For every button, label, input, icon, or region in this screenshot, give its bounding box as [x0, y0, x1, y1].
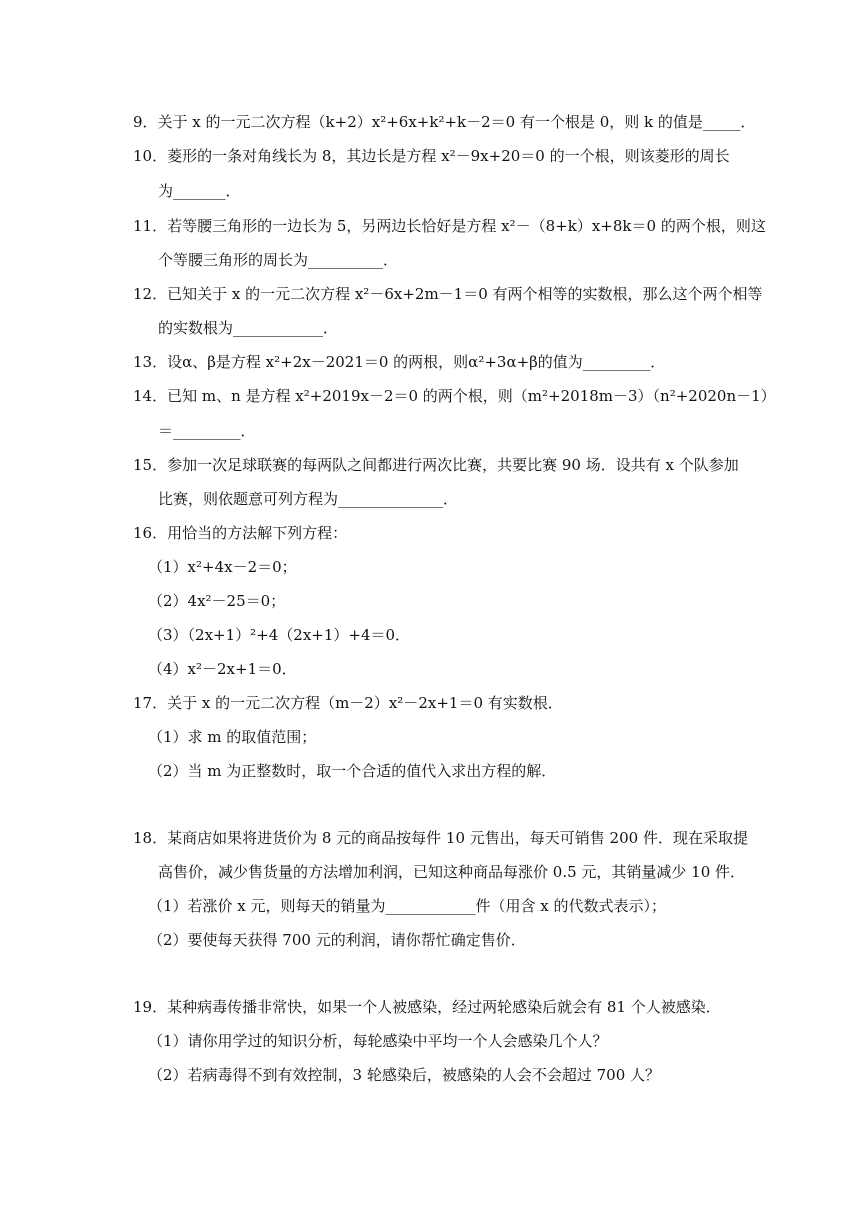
question-11-line-2: 个等腰三角形的周长为__________． — [158, 251, 399, 269]
question-16-part-2: （2）4x²－25＝0； — [148, 592, 286, 610]
question-12-line-1: 12．已知关于 x 的一元二次方程 x²－6x+2m－1＝0 有两个相等的实数根，那么这个两个相等 — [133, 285, 763, 303]
question-19-part-1: （1）请你用学过的知识分析，每轮感染中平均一个人会感染几个人？ — [148, 1032, 608, 1050]
question-14-line-2: ＝_________． — [158, 422, 256, 440]
question-18-line-1: 18．某商店如果将进货价为 8 元的商品按每件 10 元售出，每天可销售 200 件．现在采取提 — [133, 829, 748, 847]
question-18-line-2: 高售价，减少售货量的方法增加利润，已知这种商品每涨价 0.5 元，其销量减少 10 件． — [158, 863, 746, 881]
question-19-line-1: 19．某种病毒传播非常快，如果一个人被感染，经过两轮感染后就会有 81 个人被感染． — [133, 998, 721, 1016]
question-15-line-2: 比赛，则依题意可列方程为______________． — [158, 490, 459, 508]
question-17-line-1: 17．关于 x 的一元二次方程（m－2）x²－2x+1＝0 有实数根． — [133, 694, 563, 712]
question-14-line-1: 14．已知 m、n 是方程 x²+2019x－2＝0 的两个根，则（m²+2018m－3）（n²+2020n－1） — [133, 387, 776, 405]
question-10-line-2: 为_______． — [158, 182, 241, 200]
question-17-part-2: （2）当 m 为正整数时，取一个合适的值代入求出方程的解． — [148, 762, 557, 780]
question-16-part-3: （3）（2x+1）²+4（2x+1）+4＝0． — [148, 626, 411, 644]
question-16-line-1: 16．用恰当的方法解下列方程： — [133, 524, 348, 542]
question-18-part-2: （2）要使每天获得 700 元的利润，请你帮忙确定售价． — [148, 931, 526, 949]
question-18-part-1: （1）若涨价 x 元，则每天的销量为____________件（用含 x 的代数式表示）； — [148, 897, 667, 915]
question-16-part-1: （1）x²+4x－2＝0； — [148, 558, 297, 576]
question-15-line-1: 15．参加一次足球联赛的每两队之间都进行两次比赛，共要比赛 90 场．设共有 x 个队参加 — [133, 456, 739, 474]
question-19-part-2: （2）若病毒得不到有效控制，3 轮感染后，被感染的人会不会超过 700 人？ — [148, 1066, 661, 1084]
question-13-line-1: 13．设α、β是方程 x²+2x－2021＝0 的两根，则α²+3α+β的值为_________． — [133, 353, 666, 371]
question-12-line-2: 的实数根为____________． — [158, 319, 339, 337]
question-9-line-1: 9．关于 x 的一元二次方程（k+2）x²+6x+k²+k－2＝0 有一个根是 0，则 k 的值是_____． — [133, 113, 756, 131]
question-10-line-1: 10．菱形的一条对角线长为 8，其边长是方程 x²－9x+20＝0 的一个根，则该菱形的周长 — [133, 147, 730, 165]
question-16-part-4: （4）x²－2x+1＝0． — [148, 660, 297, 678]
question-17-part-1: （1）求 m 的取值范围； — [148, 728, 317, 746]
question-11-line-1: 11．若等腰三角形的一边长为 5，另两边长恰好是方程 x²－（8+k）x+8k＝0 的两个根，则这 — [133, 217, 766, 235]
